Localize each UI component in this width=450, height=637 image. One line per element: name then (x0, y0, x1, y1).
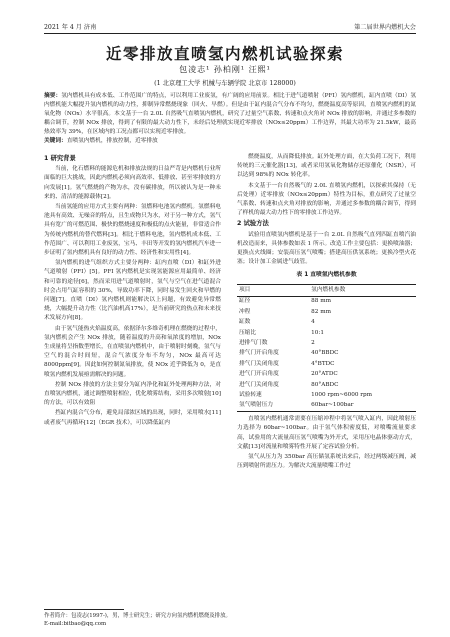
paragraph: 直喷氢内燃机通常需要在压缩冲程中将氢气喷入缸内，因此喷射压力选择为 60bar~100bar。由于氢气体积密度低，对喷嘴流量要求高，试验用的大流量高压氢气喷嘴为外开式，采用压电晶体驱动方式，文献[13]对流量和喷雾特性开展了定容试验分析。 (237, 416, 416, 450)
table-cell: 进气门开启角度 (239, 371, 279, 378)
table-cell: 10:1 (311, 329, 324, 336)
paragraph: 试验用直喷氢内燃机是基于一台 2.0L 自然吸气直列四缸直喷汽油机改造而来，具体参数如表 1 所示。改造工作主要包括：更换喷油器；更换点火线圈；安装高压氢气喷嘴；搭建高压供氢系统；更换冷型火花塞；设计加工金属进气歧管。 (237, 231, 416, 266)
table-cell: 试验转速 (239, 391, 262, 398)
section-heading: 1 研究背景 (44, 155, 76, 162)
keywords-text: 直喷氢内燃机，排放控制，近零排放 (66, 137, 158, 144)
table-cell: 冲程 (239, 308, 251, 315)
footnote-rule (44, 609, 124, 610)
paragraph: 由于氢气能热火焰温度高，依据泽尔多维奇机理在燃烧的过程中，氢内燃机会产生 NOx 排放，随着温度的升高和氧浓度的增加，NOx 生成量将呈指数型增长，在直喷氢内燃机中，由于喷射时刻晚，氢气与空气的混合时间短，混合气浓度分布不均匀，NOx 最高可达 8000ppm[9]。因此如何控制氮氧排放，使 NOx 近乎降低为 0，是直喷氢内燃机发展亟需解决的问题。 (44, 325, 221, 378)
keywords-label: 关键词： (44, 137, 67, 144)
table-row (237, 318, 416, 328)
left-column (44, 153, 221, 429)
table-cell: 排气门开启角度 (239, 350, 279, 357)
table-cell: 60bar~100bar (309, 401, 416, 412)
paper-authors: 包凌志¹ 孙柏刚¹ 汪熙¹ (179, 65, 271, 74)
table-cell: 进气门关闭角度 (239, 381, 279, 388)
table-cell: 4°BTDC (311, 360, 335, 367)
table-row (237, 349, 416, 359)
paper-affiliation: (1 北京理工大学 机械与车辆学院 北京市 128000) (154, 80, 296, 87)
table-cell: 2 (311, 340, 315, 346)
table-row (237, 390, 416, 400)
right-column (237, 153, 416, 472)
table-cell: 排气门关闭角度 (239, 360, 279, 367)
table-row (237, 359, 416, 369)
table-cell: 40°BBDC (311, 350, 339, 357)
table-row (237, 380, 416, 390)
table-row (237, 401, 416, 412)
table-row (237, 307, 416, 317)
table-cell: 缸径 (239, 298, 251, 305)
paragraph: 当前，化石燃料的能源危机和排放法规的日益严苛是内燃机行业所面临的巨大挑战，因此内燃机必须向高效率、低排放、甚至零排放的方向发展[1]。氢气燃烧的产物为水，没有碳排放，所以被认为是一种未来的、清洁的能源载体[2]。 (44, 166, 221, 200)
section-heading: 2 试验方法 (237, 220, 269, 228)
table-header-cell: 项目 (237, 284, 309, 296)
table-cell: 氢气喷射压力 (237, 401, 309, 412)
paragraph: 本文基于一台自然吸气的 2.0L 直喷氢内燃机，以探索其保持（无后处理）近零排放（NOx≤20ppm）特性为目标，重点研究了过量空气系数、转速和点火角对排放的影响，并通过多参数的耦合调节，得到了样机的最大动力性下的零排放工作边界。 (237, 182, 416, 217)
paragraph: 氢内燃机的进气组织方式主要分两种：缸内直喷（DI）和缸外进气道喷射（PFI）[5]。PFI 氢内燃机是实现氢能源应用最简单、经济和可靠的途径[6]，然而采用进气道喷射时，氢气与空气在进气道混合时会占用气缸容积的 30%，导致功率下降，同时易发生回火和早燃的问题[7]。直喷（DI）氢内燃机则能解决以上问题，有效避免异常燃烧，大幅提升动力性（比汽油机高17%），是当前研究的热点和未来技术发展方向[8]。 (44, 260, 221, 322)
table-row (237, 338, 416, 348)
table-row (237, 296, 416, 307)
table-cell: 20°ATDC (311, 371, 338, 378)
table-row (237, 328, 416, 338)
table-cell: 进排气门数 (239, 340, 268, 346)
paragraph: 挡缸内混合气分布，避免局部浓区域的出现，同时，采用喷水[11]或者废气再循环[12]（EGR 技术），可以降低缸内 (44, 410, 221, 426)
paragraph: 控制 NOx 排放的方法主要分为缸内净化和缸外处理两种方法，对直喷氢内燃机，通过调整喷射相位，优化喷雾结构，采用多次喷射[10]的方法，可以有效阻 (44, 381, 221, 407)
paper-title: 近零排放直喷氢内燃机试验探索 (105, 45, 344, 63)
table-cell: 1000 rpm~6000 rpm (311, 391, 373, 398)
abstract-block (44, 92, 416, 145)
table-cell: 82 mm (311, 308, 332, 315)
header-conference: 第二届世界内燃机大会 (354, 24, 416, 31)
table-row (237, 370, 416, 380)
paragraph: 当前氢能的应用方式主要有两种：氢燃料电池氢内燃机。氢燃料电池具有高效、无噪音的特点，且生成物只为水，对于另一种方式，氢气具有宽广的可燃范围、极快的燃烧速度和极低的点火能量，非常适合作为传统内燃机的替代燃料[3]。相比于燃料电池，氢内燃机成本低、工作范围广、可以利用工业废氢，宝马、丰田等开发的氢内燃机汽车进一步证明了氢内燃机具有良好的动力性、经济性和实用性[4]。 (44, 204, 221, 257)
header-date-location: 2021 年 4 月 济南 (44, 24, 97, 31)
table-cell: 缸数 (239, 319, 251, 326)
abstract-label: 摘要： (44, 93, 62, 99)
paragraph: 燃烧温度，从而降低排放。缸外处理方面，在大负荷工况下，利用传统的三元催化器[13]，或者采用氢氧化物储存还原催化（NSR），可以达到 98%的 NOx 转化率。 (237, 154, 416, 179)
paragraph: 氢气从压力为 350bar 高压储氢系统出来后，经过两级减压阀，减压到喷射所需压力。为解决大流量喷嘴工作过 (237, 453, 416, 470)
table-cell: 80°ABDC (311, 381, 339, 388)
abstract-text: 氢内燃机具有成本低、工作范围广的特点，可以利用工业废氢，有广阔的应用前景。相比于进气道喷射（PFI）氢内燃机，缸内直喷（DI）氢内燃机能大幅提升氢内燃机的动力性，抑制异常燃烧现象（回火、早燃）。但是由于缸内混合气分布不均匀，燃烧温度高等原因，直喷氢内燃机的氮氧化物（NOx）水平很高。本文基于一台 2.0L 自然吸气直喷氢内燃机，研究了过量空气系数、转速和点火角对 NOx 排放的影响，并通过多参数的耦合调节，控制 NOx 排放，得到了有限的最大动力性下，未经后处理就实现近零排放（NOx≤20ppm）工作边界，其最大功率为 21.5kW，最高热效率为 39%，在区域内的工况点都可以实现近零排放。 (44, 93, 417, 135)
running-header (44, 22, 416, 34)
author-email: E-mail:bitbao@qq.com (44, 621, 107, 627)
table-cell: 压缩比 (239, 329, 257, 336)
table-cell: 4 (311, 319, 315, 326)
author-footnote (44, 612, 344, 628)
header-rule (44, 33, 416, 34)
table-caption: 表 1 直喷氢内燃机参数 (296, 272, 357, 279)
table-header-cell: 氢内燃机参数 (309, 284, 416, 296)
engine-parameters-table (237, 284, 416, 413)
table-cell: 88 mm (311, 298, 332, 305)
author-bio: 作者简介：包凌志(1997-)，男，博士研究生；研究方向氢内燃机燃烧及排放。 (44, 613, 231, 619)
